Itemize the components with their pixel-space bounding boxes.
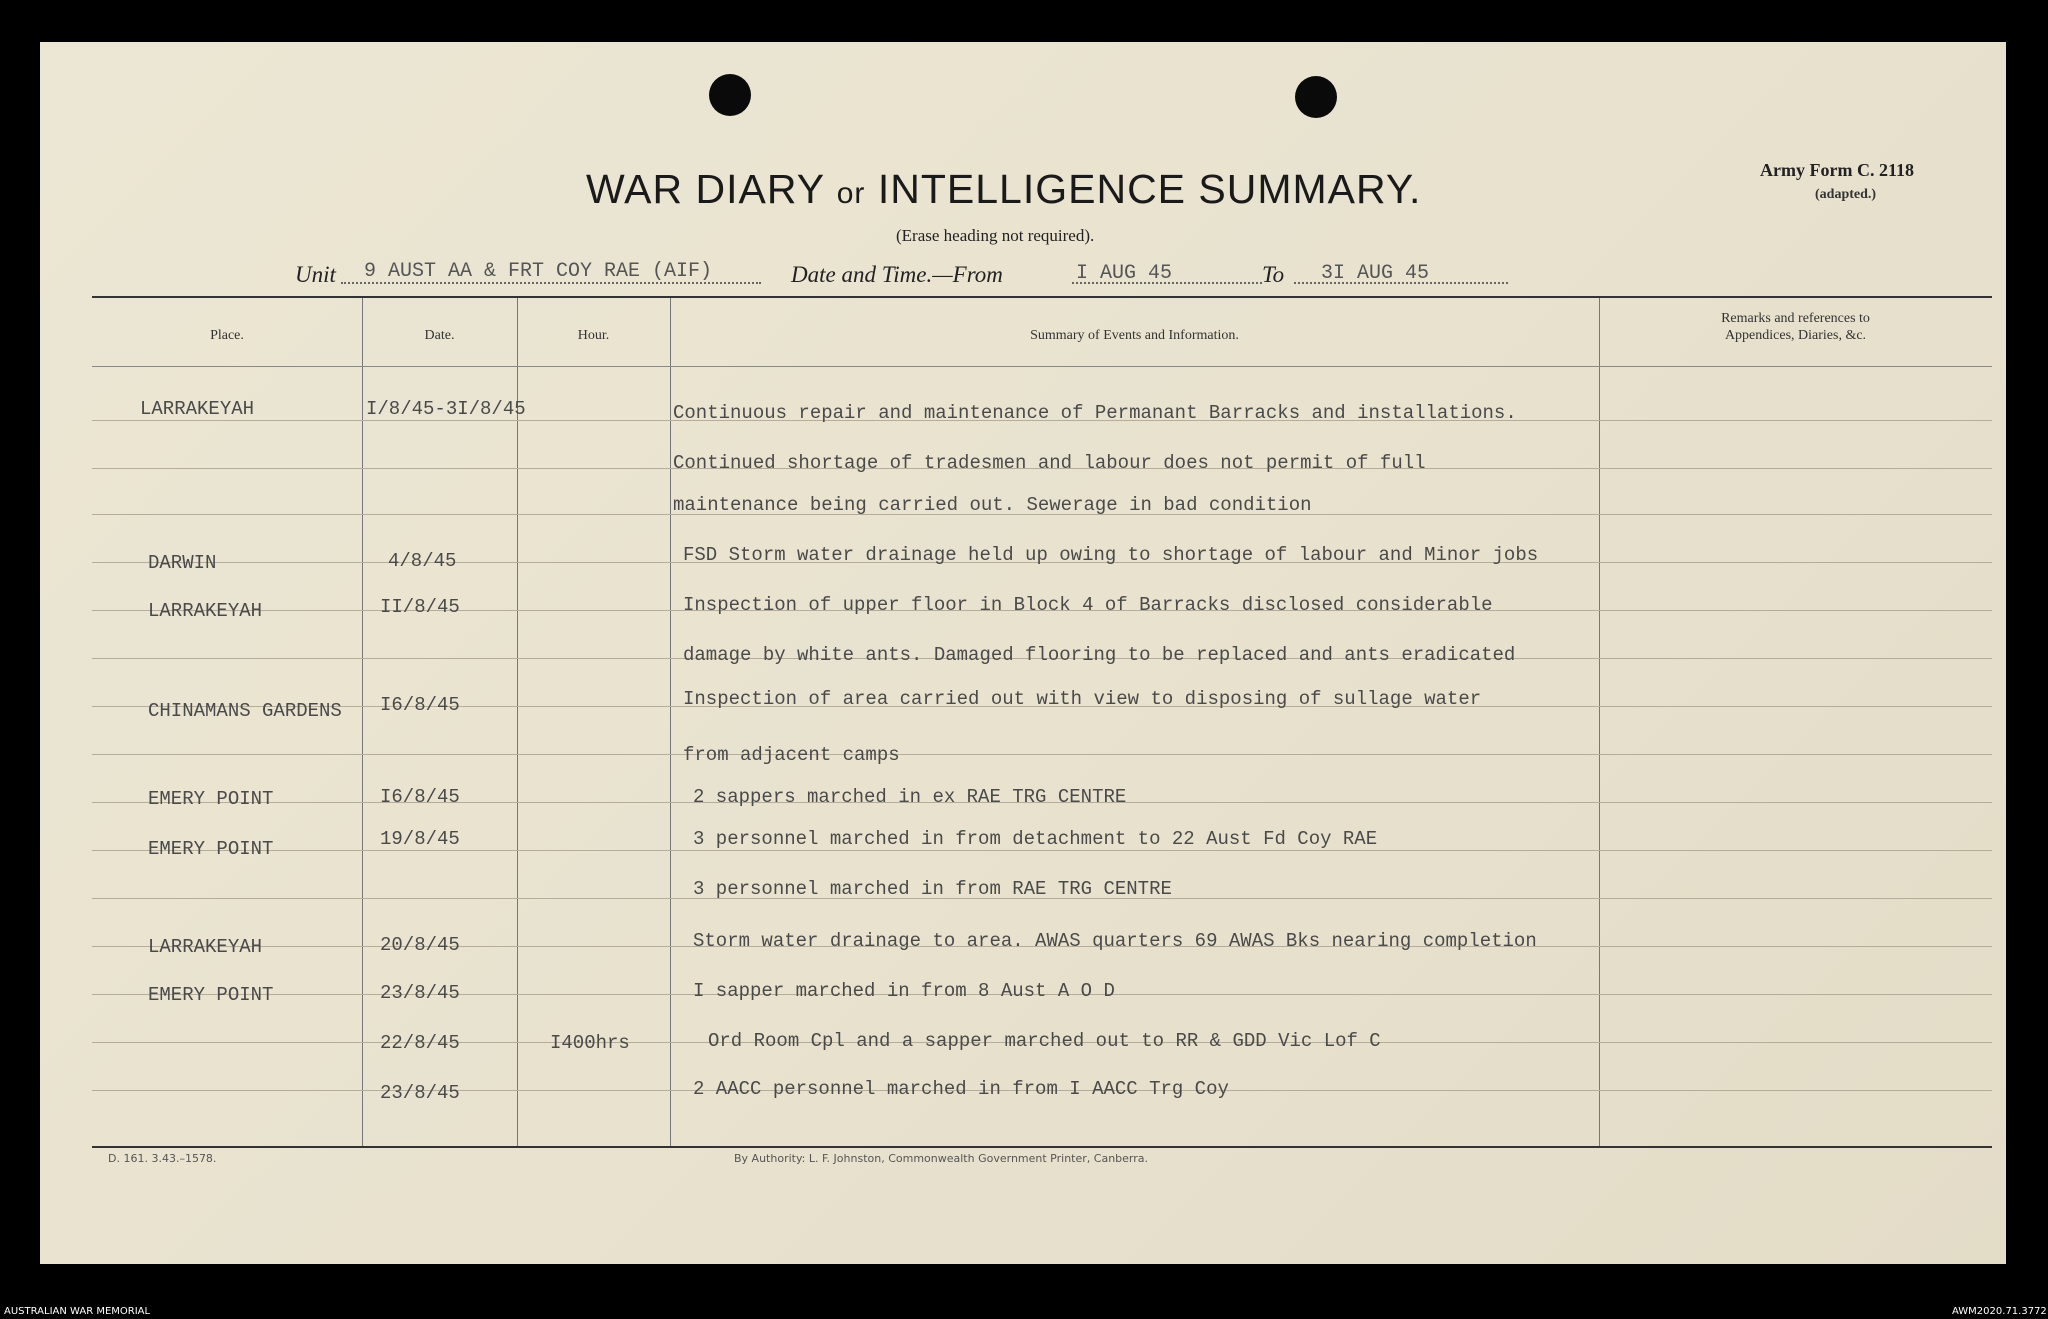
column-header-place: Place. xyxy=(210,328,244,343)
punch-hole-right xyxy=(1295,76,1337,118)
entry-summary: Inspection of upper floor in Block 4 of Barracks disclosed considerable xyxy=(683,594,1493,616)
entry-summary: Continued shortage of tradesmen and labour does not permit of full xyxy=(673,452,1426,474)
entry-summary: Inspection of area carried out with view to disposing of sullage water xyxy=(683,688,1482,710)
column-header-summary: Summary of Events and Information. xyxy=(1030,328,1239,343)
column-header-hour: Hour. xyxy=(577,328,610,343)
entry-date: 4/8/45 xyxy=(388,550,457,572)
entry-summary: Ord Room Cpl and a sapper marched out to RR & GDD Vic Lof C xyxy=(708,1030,1381,1052)
punch-hole-left xyxy=(709,74,751,116)
entry-date: I6/8/45 xyxy=(380,786,460,808)
entry-date: I/8/45-3I/8/45 xyxy=(366,398,526,420)
entry-summary: from adjacent camps xyxy=(683,744,900,766)
entry-place: LARRAKEYAH xyxy=(140,398,255,420)
title-war-diary: WAR DIARY xyxy=(586,166,825,212)
column-header-remarks-line1: Remarks and references to xyxy=(1721,311,1870,326)
divider-date-hour xyxy=(517,298,518,1146)
entry-place: CHINAMANS GARDENS xyxy=(148,700,342,722)
entry-date: 23/8/45 xyxy=(380,982,460,1004)
entry-summary: 2 sappers marched in ex RAE TRG CENTRE xyxy=(693,786,1127,808)
from-value: I AUG 45 xyxy=(1076,262,1173,285)
divider-hour-summary xyxy=(670,298,671,1146)
date-time-label: Date and Time.—From xyxy=(791,262,1003,287)
title-intelligence-summary: INTELLIGENCE SUMMARY. xyxy=(877,166,1422,212)
entry-date: 23/8/45 xyxy=(380,1082,460,1104)
entry-summary: 2 AACC personnel marched in from I AACC Trg Coy xyxy=(693,1078,1229,1100)
table-top-rule xyxy=(92,296,1992,298)
table-bottom-rule xyxy=(92,1146,1992,1148)
entry-place: EMERY POINT xyxy=(148,838,274,860)
entry-summary: Storm water drainage to area. AWAS quarters 69 AWAS Bks nearing completion xyxy=(693,930,1537,952)
to-value: 3I AUG 45 xyxy=(1321,262,1430,285)
to-label: To xyxy=(1262,262,1285,287)
entry-summary: maintenance being carried out. Sewerage in bad condition xyxy=(673,494,1312,516)
entry-date: 19/8/45 xyxy=(380,828,460,850)
entry-summary: 3 personnel marched in from detachment to 22 Aust Fd Coy RAE xyxy=(693,828,1378,850)
column-header-date: Date. xyxy=(424,328,455,343)
form-adapted: (adapted.) xyxy=(1815,187,1877,202)
entry-place: EMERY POINT xyxy=(148,788,274,810)
erase-note: (Erase heading not required). xyxy=(896,226,1095,245)
row-rule xyxy=(92,754,1992,755)
entry-date: II/8/45 xyxy=(380,596,460,618)
entry-place: LARRAKEYAH xyxy=(148,936,263,958)
caption-archive-name: AUSTRALIAN WAR MEMORIAL xyxy=(4,1306,151,1317)
entry-date: 20/8/45 xyxy=(380,934,460,956)
entry-date: I6/8/45 xyxy=(380,694,460,716)
entry-place: DARWIN xyxy=(148,552,217,574)
diary-sheet xyxy=(40,42,2006,1264)
title-or: or xyxy=(836,177,866,210)
entry-summary: FSD Storm water drainage held up owing to shortage of labour and Minor jobs xyxy=(683,544,1539,566)
entry-hour: I400hrs xyxy=(550,1032,630,1054)
footer-authority: By Authority: L. F. Johnston, Commonwealth Government Printer, Canberra. xyxy=(734,1152,1148,1165)
unit-value: 9 AUST AA & FRT COY RAE (AIF) xyxy=(364,260,713,283)
column-header-remarks-line2: Appendices, Diaries, &c. xyxy=(1724,328,1867,343)
page-title xyxy=(586,166,1421,213)
header-rule xyxy=(92,366,1992,367)
entry-date: 22/8/45 xyxy=(380,1032,460,1054)
divider-place-date xyxy=(362,298,363,1146)
caption-accession-number: AWM2020.71.3772 xyxy=(1952,1306,2047,1317)
footer-print-code: D. 161. 3.43.–1578. xyxy=(108,1152,217,1165)
form-number: Army Form C. 2118 xyxy=(1760,160,1914,180)
entry-summary: 3 personnel marched in from RAE TRG CENTRE xyxy=(693,878,1172,900)
unit-label: Unit xyxy=(295,262,336,287)
entry-place: LARRAKEYAH xyxy=(148,600,263,622)
entry-summary: Continuous repair and maintenance of Permanant Barracks and installations. xyxy=(673,402,1517,424)
entry-summary: damage by white ants. Damaged flooring to be replaced and ants eradicated xyxy=(683,644,1516,666)
entry-summary: I sapper marched in from 8 Aust A O D xyxy=(693,980,1115,1002)
divider-summary-remarks xyxy=(1599,298,1600,1146)
entry-place: EMERY POINT xyxy=(148,984,274,1006)
row-rule xyxy=(92,850,1992,851)
